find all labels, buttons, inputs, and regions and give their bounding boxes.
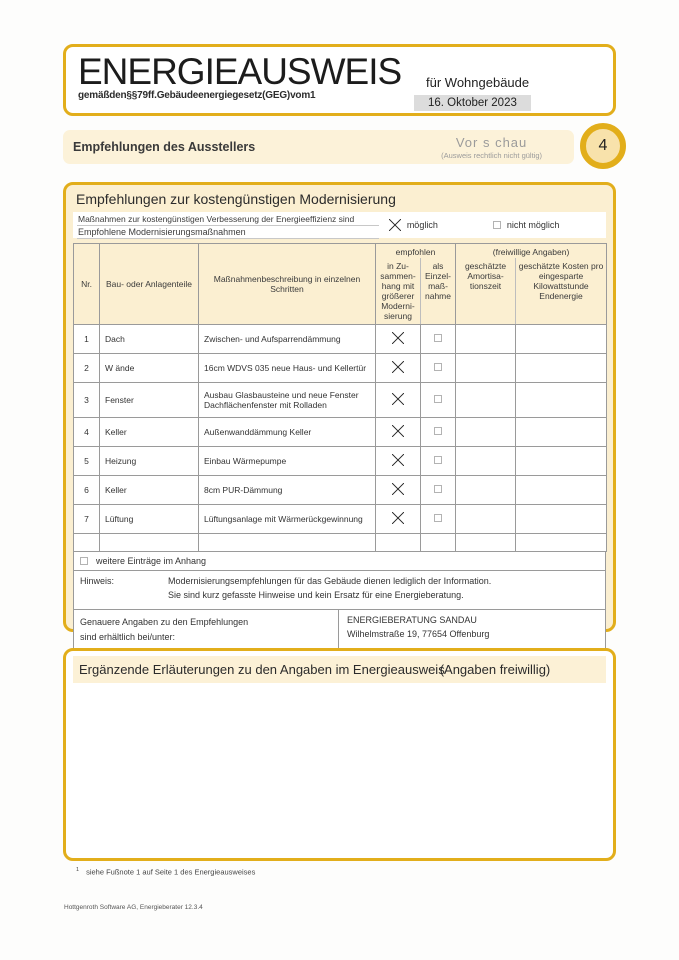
row-desc: Einbau Wärmepumpe bbox=[199, 447, 376, 476]
row-desc: Ausbau Glasbausteine und neue Fenster Dachflächenfenster mit Rolladen bbox=[199, 383, 376, 418]
col-header-costs: geschätzte Kosten pro eingesparte Kilowattstunde Endenergie bbox=[516, 258, 607, 325]
table-row bbox=[74, 505, 607, 534]
row-costs bbox=[516, 325, 607, 354]
row-costs bbox=[516, 418, 607, 447]
group-header-recommended: empfohlen bbox=[376, 244, 456, 259]
row-costs bbox=[516, 534, 607, 552]
table-row bbox=[74, 476, 607, 505]
row-nr: 6 bbox=[74, 476, 100, 505]
row-part bbox=[100, 534, 199, 552]
row-nr: 2 bbox=[74, 354, 100, 383]
row-amortisation bbox=[456, 325, 516, 354]
details-value bbox=[339, 610, 605, 651]
row-costs bbox=[516, 354, 607, 383]
single-measure-checkbox-icon[interactable] bbox=[434, 395, 442, 403]
table-row bbox=[74, 447, 607, 476]
table-row bbox=[74, 354, 607, 383]
single-measure-checkbox-icon[interactable] bbox=[434, 456, 442, 464]
details-label-line-1: Genauere Angaben zu den Empfehlungen bbox=[80, 617, 249, 627]
row-nr bbox=[74, 534, 100, 552]
row-part: Lüftung bbox=[100, 505, 199, 534]
row-part: Keller bbox=[100, 418, 199, 447]
more-entries-label: weitere Einträge im Anhang bbox=[96, 556, 207, 566]
row-amortisation bbox=[456, 447, 516, 476]
possible-checkbox-icon[interactable] bbox=[389, 219, 401, 231]
row-nr: 7 bbox=[74, 505, 100, 534]
details-row bbox=[73, 610, 606, 652]
details-label-line-2: sind erhältlich bei/unter: bbox=[80, 632, 176, 643]
row-costs bbox=[516, 505, 607, 534]
supplementary-suffix: (Angaben freiwillig) bbox=[439, 662, 551, 677]
measures-table bbox=[73, 243, 607, 552]
row-desc: 16cm WDVS 035 neue Haus- und Kellertür bbox=[199, 354, 376, 383]
row-part: Dach bbox=[100, 325, 199, 354]
with-modernisation-checkbox-icon[interactable] bbox=[392, 361, 404, 373]
table-row bbox=[74, 383, 607, 418]
document-title: ENERGIEAUSWEIS bbox=[78, 51, 402, 92]
hint-line-2: Sie sind kurz gefasste Hinweise und kein Ersatz für eine Energieberatung. bbox=[168, 590, 464, 600]
with-modernisation-checkbox-icon[interactable] bbox=[392, 332, 404, 344]
with-modernisation-checkbox-icon[interactable] bbox=[392, 454, 404, 466]
footnote-marker: 1 bbox=[76, 867, 80, 873]
hint-row bbox=[73, 571, 606, 610]
table-row-empty bbox=[74, 534, 607, 552]
with-modernisation-checkbox-icon[interactable] bbox=[392, 483, 404, 495]
more-entries-row bbox=[73, 552, 606, 571]
col-header-desc: Maßnahmenbeschreibung in einzelnen Schritten bbox=[199, 244, 376, 325]
row-single-measure bbox=[421, 534, 456, 552]
possible-label: möglich bbox=[406, 220, 438, 230]
hint-text bbox=[168, 576, 491, 604]
footnote-text: siehe Fußnote 1 auf Seite 1 des Energieausweises bbox=[86, 867, 256, 877]
recommendations-title: Empfehlungen zur kostengünstigen Modernisierung bbox=[76, 191, 396, 207]
row-nr: 1 bbox=[74, 325, 100, 354]
col-header-nr: Nr. bbox=[74, 244, 100, 325]
software-footer: Hottgenroth Software AG, Energieberater 12.3.4 bbox=[64, 904, 203, 911]
single-measure-checkbox-icon[interactable] bbox=[434, 363, 442, 371]
preview-text: Vor s chau bbox=[455, 134, 528, 150]
more-entries-checkbox-icon[interactable] bbox=[80, 557, 88, 565]
row-costs bbox=[516, 476, 607, 505]
row-desc: Lüftungsanlage mit Wärmerückgewinnung bbox=[199, 505, 376, 534]
section-bar bbox=[63, 130, 574, 164]
intro-checkboxes bbox=[377, 212, 606, 238]
intro-strip bbox=[73, 212, 606, 238]
row-amortisation bbox=[456, 534, 516, 552]
hint-label: Hinweis: bbox=[80, 576, 115, 586]
with-modernisation-checkbox-icon[interactable] bbox=[392, 512, 404, 524]
single-measure-checkbox-icon[interactable] bbox=[434, 514, 442, 522]
not-possible-label: nicht möglich bbox=[506, 220, 560, 230]
page-number-badge bbox=[580, 123, 626, 169]
table-row bbox=[74, 418, 607, 447]
col-header-with-modernisation: in Zu- sammen- hang mit größerer Moderni- sierung bbox=[376, 258, 421, 325]
row-with-modernisation bbox=[376, 534, 421, 552]
col-header-single-measure: als Einzel- maß- nahme bbox=[421, 258, 456, 325]
row-desc: Außenwanddämmung Keller bbox=[199, 418, 376, 447]
single-measure-checkbox-icon[interactable] bbox=[434, 427, 442, 435]
header-box bbox=[63, 44, 616, 116]
row-nr: 5 bbox=[74, 447, 100, 476]
row-nr: 3 bbox=[74, 383, 100, 418]
page-number: 4 bbox=[598, 137, 608, 154]
table-row bbox=[74, 325, 607, 354]
consultant-address: Wilhelmstraße 19, 77654 Offenburg bbox=[347, 628, 490, 639]
not-possible-option[interactable] bbox=[493, 220, 606, 230]
row-costs bbox=[516, 383, 607, 418]
row-costs bbox=[516, 447, 607, 476]
supplementary-title-band bbox=[73, 656, 606, 683]
row-amortisation bbox=[456, 418, 516, 447]
row-desc: Zwischen- und Aufsparrendämmung bbox=[199, 325, 376, 354]
row-amortisation bbox=[456, 476, 516, 505]
group-header-voluntary: (freiwillige Angaben) bbox=[456, 244, 607, 259]
details-label bbox=[74, 610, 339, 651]
supplementary-box bbox=[63, 648, 616, 861]
single-measure-checkbox-icon[interactable] bbox=[434, 334, 442, 342]
hint-line-1: Modernisierungsempfehlungen für das Gebäude dienen lediglich der Information. bbox=[168, 576, 492, 586]
intro-line-2: Empfohlene Modernisierungsmaßnahmen bbox=[77, 226, 379, 239]
col-header-amortisation: geschätzte Amortisa- tionszeit bbox=[456, 258, 516, 325]
col-header-part: Bau- oder Anlagenteile bbox=[100, 244, 199, 325]
with-modernisation-checkbox-icon[interactable] bbox=[392, 393, 404, 405]
row-desc bbox=[199, 534, 376, 552]
section-title: Empfehlungen des Ausstellers bbox=[73, 140, 256, 154]
intro-line-1: Maßnahmen zur kostengünstigen Verbesserung der Energieeffizienz sind bbox=[77, 213, 379, 226]
recommendations-box bbox=[63, 182, 616, 643]
document-subtitle: gemäßden§§79ff.Gebäudeenergiegesetz(GEG)vom1 bbox=[78, 89, 316, 101]
single-measure-checkbox-icon[interactable] bbox=[434, 485, 442, 493]
row-part: Fenster bbox=[100, 383, 199, 418]
supplementary-title: Ergänzende Erläuterungen zu den Angaben im Energieausweis bbox=[79, 662, 445, 677]
row-part: Heizung bbox=[100, 447, 199, 476]
consultant-name: ENERGIEBERATUNG SANDAU bbox=[347, 615, 477, 625]
row-desc: 8cm PUR-Dämmung bbox=[199, 476, 376, 505]
with-modernisation-checkbox-icon[interactable] bbox=[392, 425, 404, 437]
building-type-label: für Wohngebäude bbox=[426, 75, 530, 90]
preview-watermark bbox=[441, 135, 542, 160]
row-amortisation bbox=[456, 505, 516, 534]
footnote bbox=[76, 867, 255, 877]
row-part: Keller bbox=[100, 476, 199, 505]
header-left bbox=[78, 53, 414, 107]
issue-date: 16. Oktober 2023 bbox=[414, 95, 531, 111]
possible-option[interactable] bbox=[389, 219, 493, 231]
row-amortisation bbox=[456, 383, 516, 418]
row-nr: 4 bbox=[74, 418, 100, 447]
row-amortisation bbox=[456, 354, 516, 383]
header-right bbox=[414, 53, 599, 107]
not-possible-checkbox-icon[interactable] bbox=[493, 221, 501, 229]
row-part: W ände bbox=[100, 354, 199, 383]
preview-note: (Ausweis rechtlich nicht gültig) bbox=[441, 150, 542, 160]
